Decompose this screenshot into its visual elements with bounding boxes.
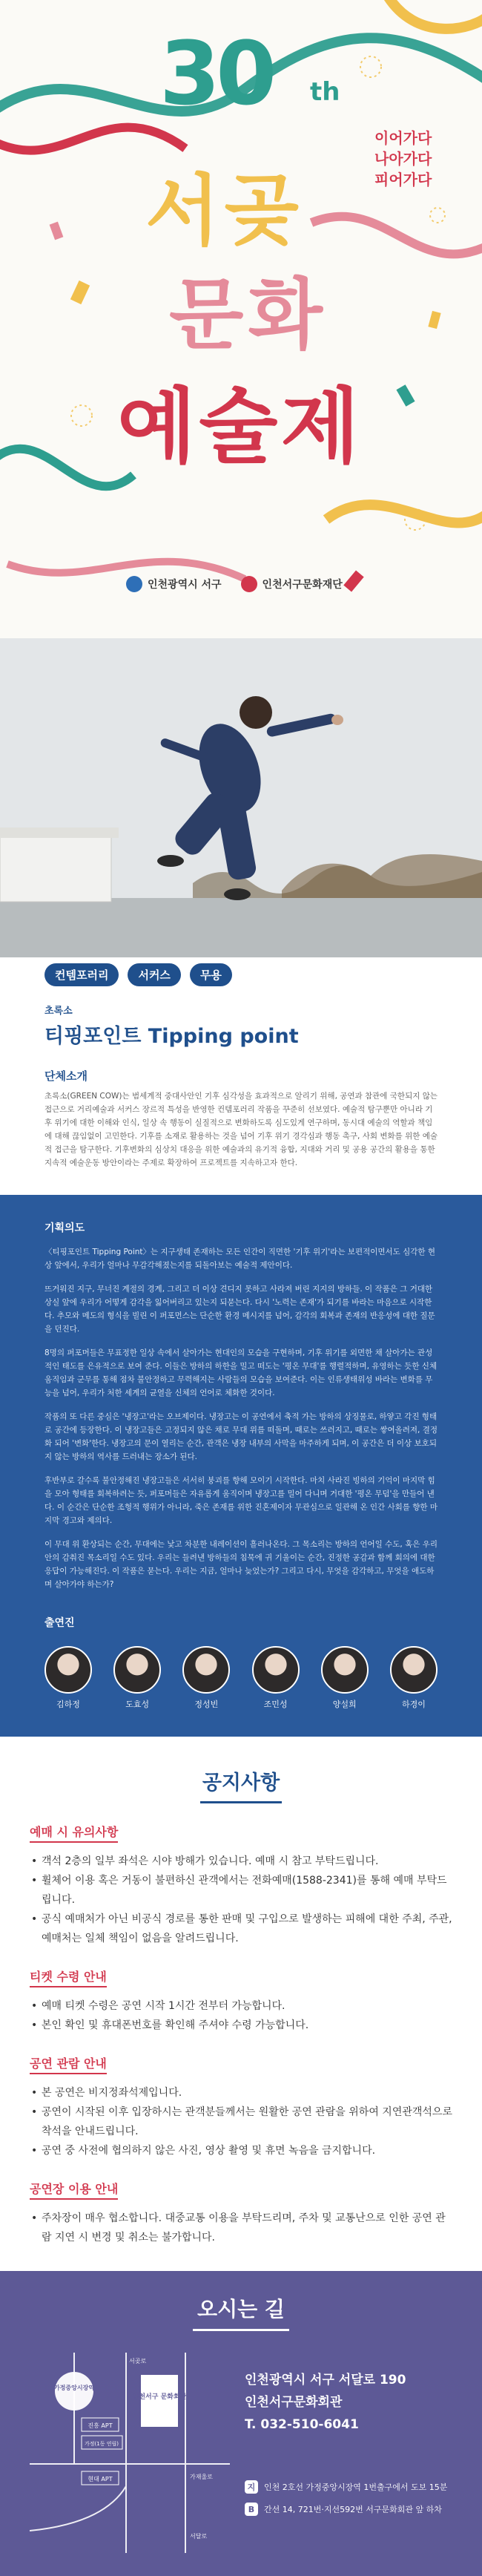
incheon-seogu-label: 인천광역시 서구 xyxy=(148,579,222,591)
transit-row xyxy=(245,2480,447,2494)
venue-address-block xyxy=(245,2369,406,2436)
transit-text: 간선 14, 721번·지선592번 서구문화회관 앞 하차 xyxy=(264,2505,442,2514)
notice-section-title: 예매 시 유의사항 xyxy=(30,1823,118,1843)
cast-heading: 출연진 xyxy=(44,1617,75,1629)
avatar xyxy=(252,1646,300,1694)
intent-paragraph-3: 8명의 퍼포머들은 무표정한 일상 속에서 살아가는 현대인의 모습을 구현하며, 기후 위기를 외면한 채 살아가는 관성적인 태도를 은유적으로 보여 준다. 이들은 방하의 하한을 밀고 떠도는 '평온 무대'를 행렬적하며, 유영하는 듯한 신체 움직임과 군무를 통해 점차 불안정하고 무력해지는 사람들의 모습을 보여준다. 이는 인류생태위성 바라는 변화를 무능을 넘어, 우리가 처한 세계의 균열을 신체의 언어로 체화한 것이다. xyxy=(44,1348,438,1397)
intent-paragraph-4: 작품의 또 다른 중심은 '냉장고'라는 오브제이다. 냉장고는 이 공연에서 축적 가는 방하의 상징물로, 하얗고 각진 형태로 공간에 등장한다. 이 냉장고들은 고정되지 않은 채로 무대 위를 떠돌며, 때로는 쓰러지고, 때로는 쌓여올려져, 결정화 되어 '변화'한다. 냉장고의 문이 열리는 순간, 관객은 냉장 내부의 사막을 마주하게 되며, 이 공간은 더 이상 보호되지 않는 방하의 역사를 드러내는 장소가 된다. xyxy=(44,1412,438,1461)
notice-viewing xyxy=(30,2054,452,2160)
venue-name: 인천서구문화회관 xyxy=(245,2395,343,2410)
avatar xyxy=(390,1646,438,1694)
cast-name: 정성빈 xyxy=(194,1700,219,1709)
planning-intent-heading: 기획의도 xyxy=(44,1222,85,1234)
transit-info xyxy=(245,2480,447,2525)
chip-contemporary: 컨템포러리 xyxy=(44,963,119,986)
map-apt1-label: 진흥 APT xyxy=(88,2422,113,2429)
foundation-emblem-icon xyxy=(241,576,257,592)
performer-jumping-image xyxy=(0,638,482,957)
intent-paragraph-1: 〈티핑포인트 Tipping Point〉는 지구생태 존재하는 모든 인간이 직면한 '기후 위기'라는 보편적이면서도 심각한 현상 앞에서, 우리가 얼마나 무감각해졌는지를 되돌아보는 예술적 제안이다. xyxy=(44,1248,436,1270)
intent-paragraph-5: 후반부로 갈수록 불안정해진 냉장고들은 서서히 붕괴를 향해 모이기 시작한다. 마치 사라진 빙하의 기억이 마지막 힘을 모아 형태를 회복하려는 듯, 퍼포머들은 자유롭게 움직이며 냉장고를 밀어 다니며 거대한 '평온 무덤'을 만들어 낸다. 이 순간은 단순한 조형적 행위가 아니라, 죽은 존재를 위한 진혼제이자 무관심으로 일관해 온 인간 사회를 향한 마지막 경고와 제의다. xyxy=(44,1476,438,1525)
cast-list xyxy=(44,1646,438,1710)
directions-section xyxy=(0,2271,482,2576)
cast-member xyxy=(321,1646,369,1710)
show-title: 티핑포인트 Tipping point xyxy=(44,1025,299,1048)
organizer-logos xyxy=(126,576,343,592)
intent-paragraph-6: 이 무대 위 환상되는 순간, 무대에는 낯고 차분한 내레이션이 흘러나온다. 그 목소리는 방하의 언어일 수도, 혹은 우리 안의 감춰진 목소리일 수도 있다. 우리는 들려낸 방하들의 침묵에 귀 기울이는 순간, 진정한 공감과 함께 회의에 대한 응답이 가능해진다. 이 작품은 묻는다. 우리는 지금, 얼마나 늦었는가? 그리고 다시, 무엇을 감각하고, 무엇을 애도하며 살아가야 하는가? xyxy=(44,1540,438,1589)
list-item: • 주차장이 매우 협소합니다. 대중교통 이용을 부탁드리며, 주차 및 교통난으로 인한 공연 관람 지연 시 변경 및 취소는 불가합니다. xyxy=(30,2209,452,2247)
planning-intent-panel xyxy=(0,1195,482,1737)
list-item: • 휠체어 이용 혹은 거동이 불편하신 관객에서는 전화예매(1588-2341)를 통해 예매 부탁드립니다. xyxy=(30,1871,452,1910)
festival-title-line-3: 예술제 xyxy=(117,379,363,474)
performance-photo xyxy=(0,638,482,957)
cast-member xyxy=(44,1646,92,1710)
notice-ticket-pickup xyxy=(30,1967,452,2035)
intent-paragraph-2: 뜨거워진 지구, 무너진 계절의 경계, 그리고 더 이상 견디지 못하고 사라져 버린 지지의 방하들. 이 작품은 그 거대한 상실 앞에 우리가 어떻게 감각을 잃어버리고 있는지 되묻는다. 다시 '노력는 존재'가 되기를 바라는 마음으로 시작한다. 추모와 메도의 형식을 빌린 이 퍼포먼스는 단순한 환경 메시지를 넘어, 감각의 회복과 존재의 반응성에 대한 질문을 던진다. xyxy=(44,1285,435,1334)
list-item: • 공연이 시작된 이후 입장하시는 관객분들께서는 원활한 공연 관람을 위하여 지연관객석으로 착석을 안내드립니다. xyxy=(30,2103,452,2141)
cast-name: 하경이 xyxy=(401,1700,426,1709)
list-item: • 본인 확인 및 휴대폰번호를 확인해 주셔야 수령 가능합니다. xyxy=(30,2016,452,2035)
genre-chips xyxy=(44,963,438,986)
notice-underline xyxy=(200,1801,282,1803)
incheon-seogu-logo xyxy=(126,576,222,592)
cast-name: 조민성 xyxy=(263,1700,288,1709)
festival-title-line-2: 문화 xyxy=(169,269,327,360)
notice-section-title: 티켓 수령 안내 xyxy=(30,1967,107,1987)
cast-member xyxy=(113,1646,161,1710)
venue-address: 인천광역시 서구 서달로 190 xyxy=(245,2373,406,2387)
anniversary-number: 30 xyxy=(159,22,273,125)
notice-section-title: 공연 관람 안내 xyxy=(30,2054,107,2074)
hero-poster xyxy=(0,0,482,638)
cast-name: 김하정 xyxy=(56,1700,80,1709)
tagline-line-3: 피어가다 xyxy=(374,171,432,189)
list-item: • 객석 2층의 일부 좌석은 시야 방해가 있습니다. 예매 시 참고 부탁드립니다. xyxy=(30,1852,452,1871)
cast-member xyxy=(390,1646,438,1710)
map-venue-label: 인천서구 문화회관 xyxy=(132,2393,187,2401)
avatar xyxy=(182,1646,230,1694)
transit-row xyxy=(245,2503,447,2516)
tagline xyxy=(374,128,432,190)
festival-title-line-1: 서곶 xyxy=(145,165,303,256)
location-map xyxy=(30,2353,230,2553)
list-item: • 공연 중 사전에 협의하지 않은 사진, 영상 촬영 및 휴면 녹음을 금지합니다. xyxy=(30,2141,452,2160)
venue-phone: T. 032-510-6041 xyxy=(245,2417,359,2432)
notice-heading: 공지사항 xyxy=(202,1772,280,1795)
notice-section-title: 공연장 이용 안내 xyxy=(30,2180,118,2200)
chip-circus: 서커스 xyxy=(128,963,180,986)
map-road2-label: 가재울로 xyxy=(190,2474,213,2480)
transit-text: 인천 2호선 가정중앙시장역 1번출구에서 도보 15분 xyxy=(264,2482,448,2492)
map-station-label: 가정중앙시장역 xyxy=(53,2385,95,2391)
map-road1-label: 서곶로 xyxy=(129,2358,147,2364)
notice-section xyxy=(0,1737,482,2271)
notice-booking xyxy=(30,1823,452,1948)
list-item: • 공식 예매처가 아닌 비공식 경로를 통한 판매 및 구입으로 발생하는 피해에 대한 주최, 주관, 예매처는 일체 책임이 없음을 알려드립니다. xyxy=(30,1910,452,1948)
bus-icon: B xyxy=(245,2503,258,2516)
anniversary-suffix: th xyxy=(310,77,340,107)
avatar xyxy=(321,1646,369,1694)
cast-name: 양설희 xyxy=(332,1700,357,1709)
cast-name: 도효성 xyxy=(125,1700,150,1709)
company-name: 초록소 xyxy=(44,1006,73,1017)
cast-member xyxy=(252,1646,300,1710)
avatar xyxy=(113,1646,161,1694)
directions-underline xyxy=(193,2329,289,2331)
directions-heading: 오시는 길 xyxy=(197,2297,285,2321)
station-marker-icon xyxy=(55,2372,93,2411)
list-item: • 본 공연은 비지정좌석제입니다. xyxy=(30,2083,452,2103)
map-apt3-label: 현대 APT xyxy=(88,2476,113,2482)
culture-foundation-label: 인천서구문화재단 xyxy=(262,579,343,591)
incheon-emblem-icon xyxy=(126,576,142,592)
show-info xyxy=(0,957,482,1195)
avatar xyxy=(44,1646,92,1694)
notice-venue-use xyxy=(30,2180,452,2247)
subway-icon: 지 xyxy=(245,2480,258,2494)
company-intro-heading: 단체소개 xyxy=(44,1069,88,1083)
tagline-line-2: 나아가다 xyxy=(374,150,432,168)
list-item: • 예매 티켓 수령은 공연 시작 1시간 전부터 가능합니다. xyxy=(30,1996,452,2016)
map-road3-label: 서달로 xyxy=(190,2533,208,2540)
company-intro-text: 초록소(GREEN COW)는 범세계적 중대사안인 기후 심각성을 효과적으로 알리기 위해, 공연과 참관에 국한되지 않는 접근으로 거리예술과 서커스 장르적 특성을 반영한 컨템포러리 작품을 꾸준히 선보였다. 예술적 탐구뿐만 아니라 기후 위기에 대한 이해와 인식, 일상 속 행동이 실질적으로 변화하도록 심도있게 연구하며, 동시대 예술의 역할과 책임에 대해 끊임없이 고민한다. 기후를 소재로 활용하는 것을 넘어 기후 위기 경각심과 행동 촉구, 사회 변화를 위한 예술적 접근을 탐구한다. 기후변화의 심상치 대응을 위한 예술과의 유기적 융합, 지대와 거리 및 공용 공간의 활용을 통한 지속적 예술운동 방안이라는 주제로 확장하여 프로젝트를 지속하고자 한다. xyxy=(44,1092,438,1167)
culture-foundation-logo xyxy=(241,576,343,592)
tagline-line-1: 이어가다 xyxy=(374,129,432,147)
map-apt2-label: 가정(1동 연립) xyxy=(85,2441,119,2447)
chip-dance: 무용 xyxy=(190,963,232,986)
cast-member xyxy=(182,1646,230,1710)
